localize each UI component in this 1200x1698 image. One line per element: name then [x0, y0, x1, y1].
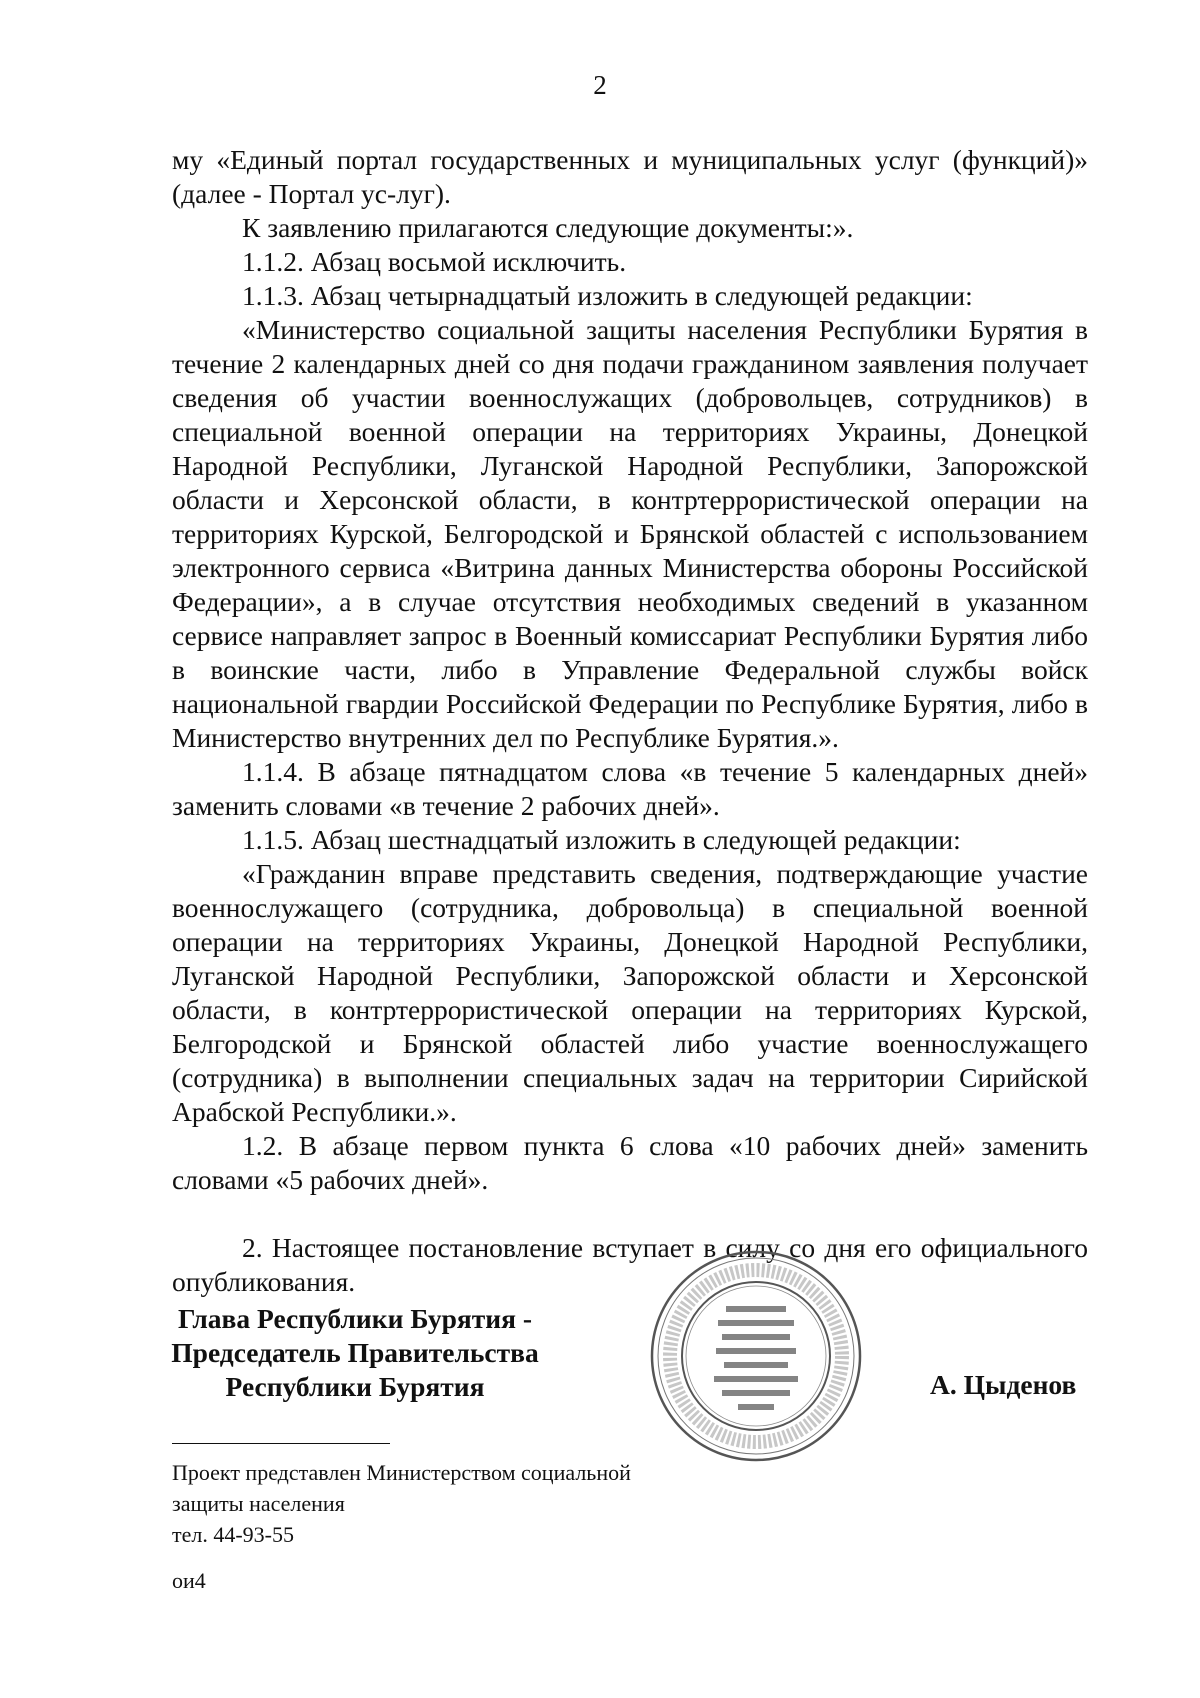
paragraph: «Гражданин вправе представить сведения, подтверждающие участие военнослужащего (сотрудника, добровольца) в специальной военной операции на территориях Украины, Донецкой Народной Республики, Луганской Народной Республики, Запорожской области и Херсонской области, в контртеррористической операции на территориях Курской, Белгородской и Брянской областей либо участие военнослужащего (сотрудника) в выполнении специальных задач на территории Сирийской Арабской Республики.». [172, 858, 1088, 1127]
page-number: 2 [593, 70, 607, 100]
signatory-title-line: Глава Республики Бурятия - [177, 1303, 533, 1334]
paragraph: 1.1.3. Абзац четырнадцатый изложить в следующей редакции: [242, 280, 973, 311]
paragraph: 1.1.4. В абзаце пятнадцатом слова «в течение 5 календарных дней» заменить словами «в течение 2 рабочих дней». [172, 756, 1088, 821]
official-seal-stamp [648, 1248, 864, 1464]
footnote [172, 1457, 732, 1550]
footnote-line: тел. 44-93-55 [172, 1522, 295, 1547]
paragraph: 1.2. В абзаце первом пункта 6 слова «10 рабочих дней» заменить словами «5 рабочих дней». [172, 1130, 1088, 1195]
signatory-name: А. Цыденов [930, 1369, 1077, 1400]
paragraph: 1.1.5. Абзац шестнадцатый изложить в следующей редакции: [242, 824, 961, 855]
footnote-line: Проект представлен Министерством социальной [172, 1460, 631, 1485]
footnote-divider [172, 1443, 390, 1444]
document-code: ои4 [172, 1568, 206, 1593]
paragraph: К заявлению прилагаются следующие документы:». [242, 212, 854, 243]
signatory-title [150, 1302, 560, 1404]
paragraph: 1.1.2. Абзац восьмой исключить. [242, 246, 627, 277]
paragraph: 2. Настоящее постановление вступает в силу со дня его официального опубликования. [172, 1232, 1088, 1297]
document-body [172, 143, 1088, 1299]
footnote-line: защиты населения [172, 1491, 345, 1516]
paragraph: «Министерство социальной защиты населения Республики Бурятия в течение 2 календарных дней со дня подачи гражданином заявления получает сведения об участии военнослужащих (добровольцев, сотрудников) в специальной военной операции на территориях Украины, Донецкой Народной Республики, Луганской Народной Республики, Запорожской области и Херсонской области, в контртеррористической операции на территориях Курской, Белгородской и Брянской областей с использованием электронного сервиса «Витрина данных Министерства обороны Российской Федерации», а в случае отсутствия необходимых сведений в указанном сервисе направляет запрос в Военный комиссариат Республики Бурятия либо в воинские части, либо в Управление Федеральной службы войск национальной гвардии Российской Федерации по Республике Бурятия, либо в Министерство внутренних дел по Республике Бурятия.». [172, 314, 1088, 753]
paragraph: му «Единый портал государственных и муниципальных услуг (функций)» (далее - Портал ус-луг). [172, 144, 1088, 209]
signatory-title-line: Республики Бурятия [225, 1371, 485, 1402]
signatory-title-line: Председатель Правительства [171, 1337, 539, 1368]
